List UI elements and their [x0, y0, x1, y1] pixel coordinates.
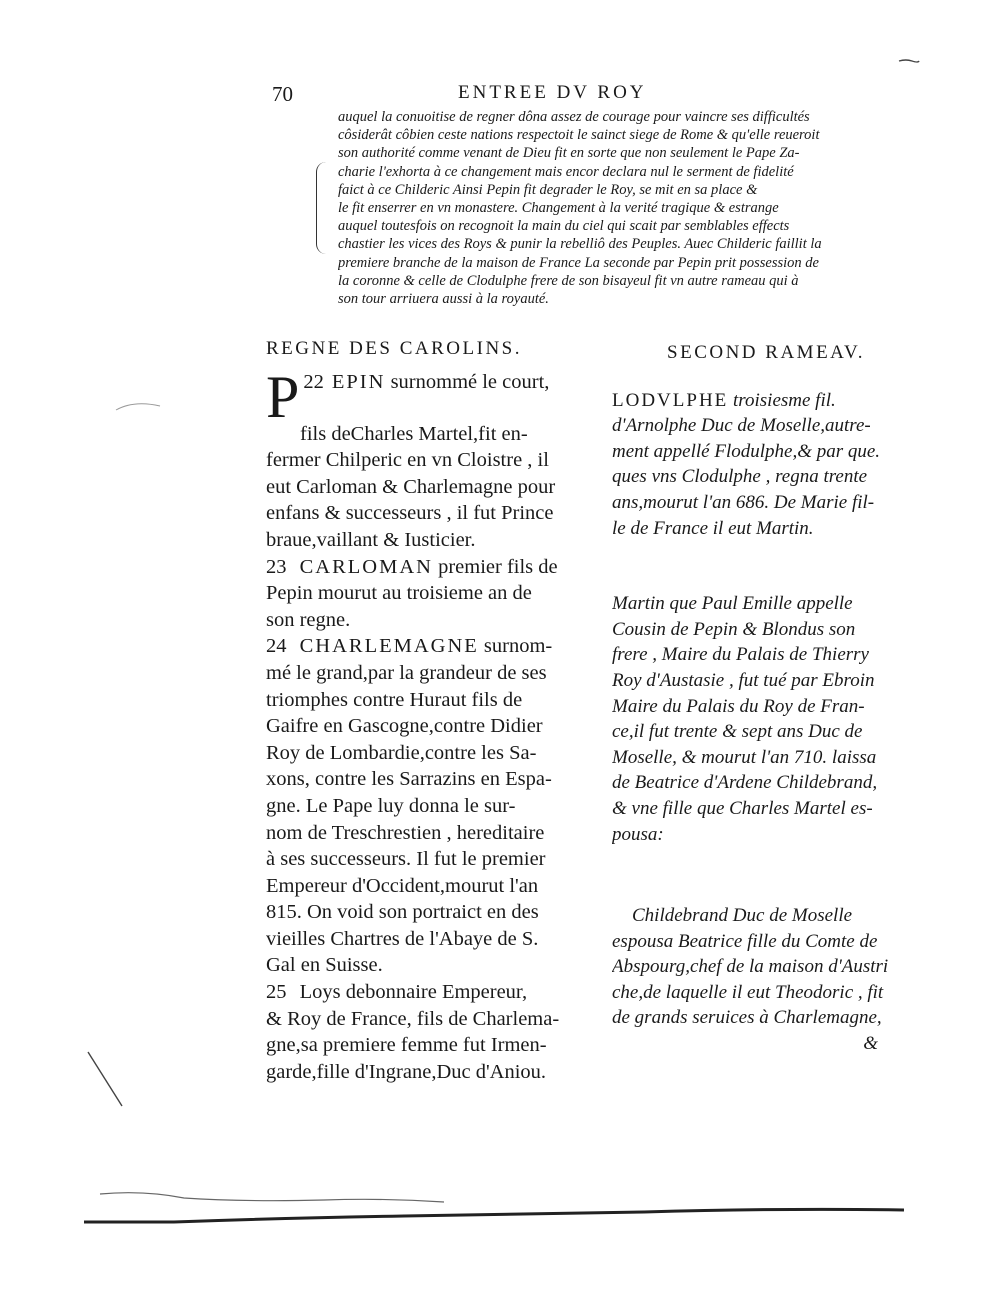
para-name: LODVLPHE: [612, 389, 729, 411]
entry-line: braue,vaillant & Iusticier.: [266, 528, 476, 551]
para-line: le de France il eut Martin.: [612, 517, 814, 539]
entry-first-line: [266, 369, 596, 421]
intro-line: son tour arriuera aussi à la royauté.: [338, 291, 549, 308]
entry-line: enfans & successeurs , il fut Prince: [266, 502, 554, 525]
para-line: Roy d'Austasie , fut tué par Ebroin: [612, 669, 875, 691]
left-column: [266, 336, 596, 1085]
entry-line: fils deCharles Martel,fit en-: [300, 422, 528, 445]
entry-line: à ses successeurs. Il fut le premier: [266, 848, 546, 871]
para-line: Moselle, & mourut l'an 710. laissa: [612, 746, 877, 768]
entry-line: 815. On void son portraict en des: [266, 901, 539, 924]
para-line: frere , Maire du Palais de Thierry: [612, 644, 869, 666]
catchword: &: [863, 1033, 878, 1055]
intro-line: charie l'exhorta à ce changement mais encor declara nul le serment de fidelité: [338, 163, 794, 180]
para-line: Martin que Paul Emille appelle: [612, 593, 853, 615]
intro-line: premiere branche de la maison de France La seconde par Pepin prit possession de: [338, 254, 819, 271]
drop-cap: P: [266, 368, 300, 421]
para-line: Maire du Palais du Roy de Fran-: [612, 695, 865, 717]
para-line: pousa:: [612, 823, 664, 845]
para-line: d'Arnolphe Duc de Moselle,autre-: [612, 415, 871, 437]
entry-first-line: [266, 554, 596, 581]
entry-line: garde,fille d'Ingrane,Duc d'Aniou.: [266, 1060, 547, 1083]
entry-text: premier fils de: [438, 555, 558, 578]
para-line: & vne fille que Charles Martel es-: [612, 797, 873, 819]
para-line: Childebrand Duc de Moselle: [632, 905, 853, 927]
running-title: ENTREE DV ROY: [458, 82, 647, 103]
entry-first-line: [266, 979, 596, 1006]
margin-ink-stroke: [86, 1050, 126, 1110]
entry-name: CHARLEMAGNE: [299, 635, 479, 658]
right-para-childebrand: [612, 903, 890, 1057]
entry-line: Pepin mourut au troisieme an de: [266, 582, 532, 605]
page-number: 70: [272, 82, 293, 106]
entry-line: Gal en Suisse.: [266, 954, 383, 977]
right-para-lodulphe: [612, 388, 890, 542]
para-text: troisiesme fil.: [733, 389, 836, 411]
entry-first-line: [266, 633, 596, 660]
para-line: ce,il fut trente & sept ans Duc de: [612, 721, 863, 743]
paragraph-gap: [612, 847, 890, 903]
entry-23: [266, 554, 596, 634]
entry-text: surnommé le court,: [390, 370, 550, 393]
para-line: ment appellé Flodulphe,& par que.: [612, 440, 881, 462]
para-line: de grands seruices à Charlemagne,: [612, 1007, 882, 1029]
intro-line: son authorité comme venant de Dieu fit en sorte que non seulement le Pape Za-: [338, 145, 800, 162]
entry-line: gne,sa premiere femme fut Irmen-: [266, 1034, 547, 1057]
entry-number: 23: [266, 555, 287, 578]
entry-number: 22: [303, 370, 324, 393]
section-heading-carolins: REGNE DES CAROLINS.: [266, 338, 522, 359]
entry-line: fermer Chilperic en vn Cloistre , il: [266, 449, 549, 472]
entry-line: & Roy de France, fils de Charlema-: [266, 1007, 560, 1030]
entry-line: nom de Treschrestien , hereditaire: [266, 821, 545, 844]
entry-24: [266, 633, 596, 979]
entry-line: triomphes contre Huraut fils de: [266, 688, 523, 711]
para-line: Abspourg,chef de la maison d'Austri: [612, 956, 889, 978]
entry-line: mé le grand,par la grandeur de ses: [266, 661, 547, 684]
entry-line: xons, contre les Sarrazins en Espa-: [266, 768, 552, 791]
intro-line: chastier les vices des Roys & punir la rebelliô des Peuples. Auec Childeric faillit la: [338, 236, 822, 253]
intro-line: côsiderât côbien ceste nations respectoit le sainct siege de Rome & qu'elle reueroit: [338, 127, 820, 144]
entry-line: son regne.: [266, 608, 351, 631]
entry-line: eut Carloman & Charlemagne pour: [266, 475, 556, 498]
para-line: Cousin de Pepin & Blondus son: [612, 618, 856, 640]
entry-name: CARLOMAN: [299, 555, 433, 578]
intro-line: auquel la conuoitise de regner dôna assez de courage pour vaincre ses difficultés: [338, 109, 810, 125]
entry-line: gne. Le Pape luy donna le sur-: [266, 794, 516, 817]
intro-line: faict à ce Childeric Ainsi Pepin fit degrader le Roy, se mit en sa place &: [338, 181, 758, 198]
page-edge-scan-line: [84, 1188, 904, 1228]
intro-line: auquel toutesfois on recognoit la main du ciel qui scait par semblables effects: [338, 218, 790, 235]
entry-25: [266, 979, 596, 1085]
margin-smudge: [114, 396, 164, 416]
paragraph-gap: [612, 541, 890, 591]
entry-line: Empereur d'Occident,mourut l'an: [266, 874, 539, 897]
intro-line: la coronne & celle de Clodulphe frere de son bisayeul fit vn autre rameau qui à: [338, 272, 799, 289]
intro-line: le fit enserrer en vn monastere. Changement à la verité tragique & estrange: [338, 200, 779, 217]
section-heading-second-rameau: SECOND RAMEAV.: [667, 342, 865, 363]
para-line: ans,mourut l'an 686. De Marie fil-: [612, 491, 875, 513]
para-line: che,de laquelle il eut Theodoric , fit: [612, 981, 884, 1003]
entry-22: [266, 369, 596, 554]
para-first-line: [612, 388, 890, 414]
entry-line: Roy de Lombardie,contre les Sa-: [266, 741, 537, 764]
para-line: espousa Beatrice fille du Comte de: [612, 930, 878, 952]
entry-text: surnom-: [483, 635, 553, 658]
entry-line: vieilles Chartres de l'Abaye de S.: [266, 927, 539, 950]
entry-name: EPIN: [331, 370, 386, 393]
para-line: de Beatrice d'Ardene Childebrand,: [612, 772, 878, 794]
entry-number: 25: [266, 981, 287, 1004]
entry-text: Loys debonnaire Empereur,: [299, 981, 528, 1004]
corner-ink-mark: [898, 58, 920, 64]
entry-line: Gaifre en Gascogne,contre Didier: [266, 715, 543, 738]
para-line: ques vns Clodulphe , regna trente: [612, 466, 868, 488]
right-column: [612, 340, 890, 1057]
intro-paragraph: [338, 108, 860, 308]
entry-number: 24: [266, 635, 287, 658]
margin-brace: [316, 162, 327, 254]
right-para-martin: [612, 591, 890, 847]
